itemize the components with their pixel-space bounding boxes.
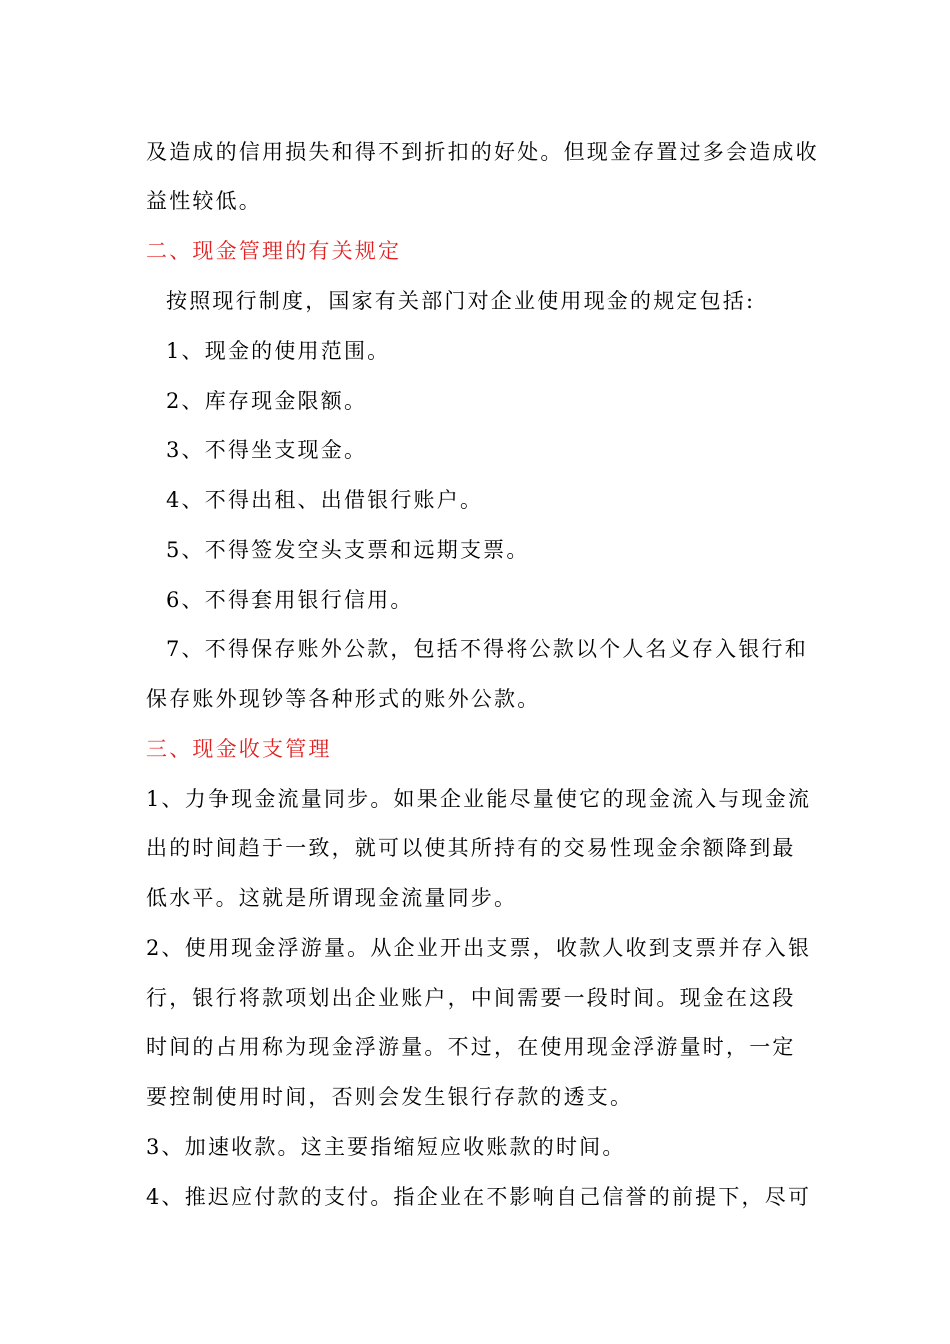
body-text-line: 时间的占用称为现金浮游量。不过，在使用现金浮游量时，一定 — [146, 1035, 796, 1059]
body-text-line: 行，银行将款项划出企业账户，中间需要一段时间。现金在这段 — [146, 986, 796, 1010]
body-text-line: 保存账外现钞等各种形式的账外公款。 — [146, 687, 541, 711]
body-text-line: 3、加速收款。这主要指缩短应收账款的时间。 — [146, 1135, 626, 1159]
list-item: 1、现金的使用范围。 — [166, 339, 391, 363]
body-text-line: 要控制使用时间，否则会发生银行存款的透支。 — [146, 1085, 634, 1109]
list-item: 7、不得保存账外公款，包括不得将公款以个人名义存入银行和 — [166, 637, 808, 661]
body-text-line: 及造成的信用损失和得不到折扣的好处。但现金存置过多会造成收 — [146, 140, 819, 164]
body-text-line: 出的时间趋于一致，就可以使其所持有的交易性现金余额降到最 — [146, 836, 796, 860]
body-text-line: 1、力争现金流量同步。如果企业能尽量使它的现金流入与现金流 — [146, 787, 812, 811]
list-item: 4、不得出租、出借银行账户。 — [166, 488, 484, 512]
section-heading: 二、现金管理的有关规定 — [146, 239, 402, 263]
body-text-line: 低水平。这就是所谓现金流量同步。 — [146, 886, 518, 910]
list-item: 6、不得套用银行信用。 — [166, 588, 414, 612]
body-text-line: 按照现行制度，国家有关部门对企业使用现金的规定包括: — [166, 289, 756, 313]
body-text-line: 4、推迟应付款的支付。指企业在不影响自己信誉的前提下，尽可 — [146, 1185, 812, 1209]
body-text-line: 2、使用现金浮游量。从企业开出支票，收款人收到支票并存入银 — [146, 936, 812, 960]
section-heading: 三、现金收支管理 — [146, 737, 332, 761]
list-item: 3、不得坐支现金。 — [166, 438, 368, 462]
list-item: 5、不得签发空头支票和远期支票。 — [166, 538, 530, 562]
body-text-line: 益性较低。 — [146, 189, 262, 213]
list-item: 2、库存现金限额。 — [166, 389, 368, 413]
